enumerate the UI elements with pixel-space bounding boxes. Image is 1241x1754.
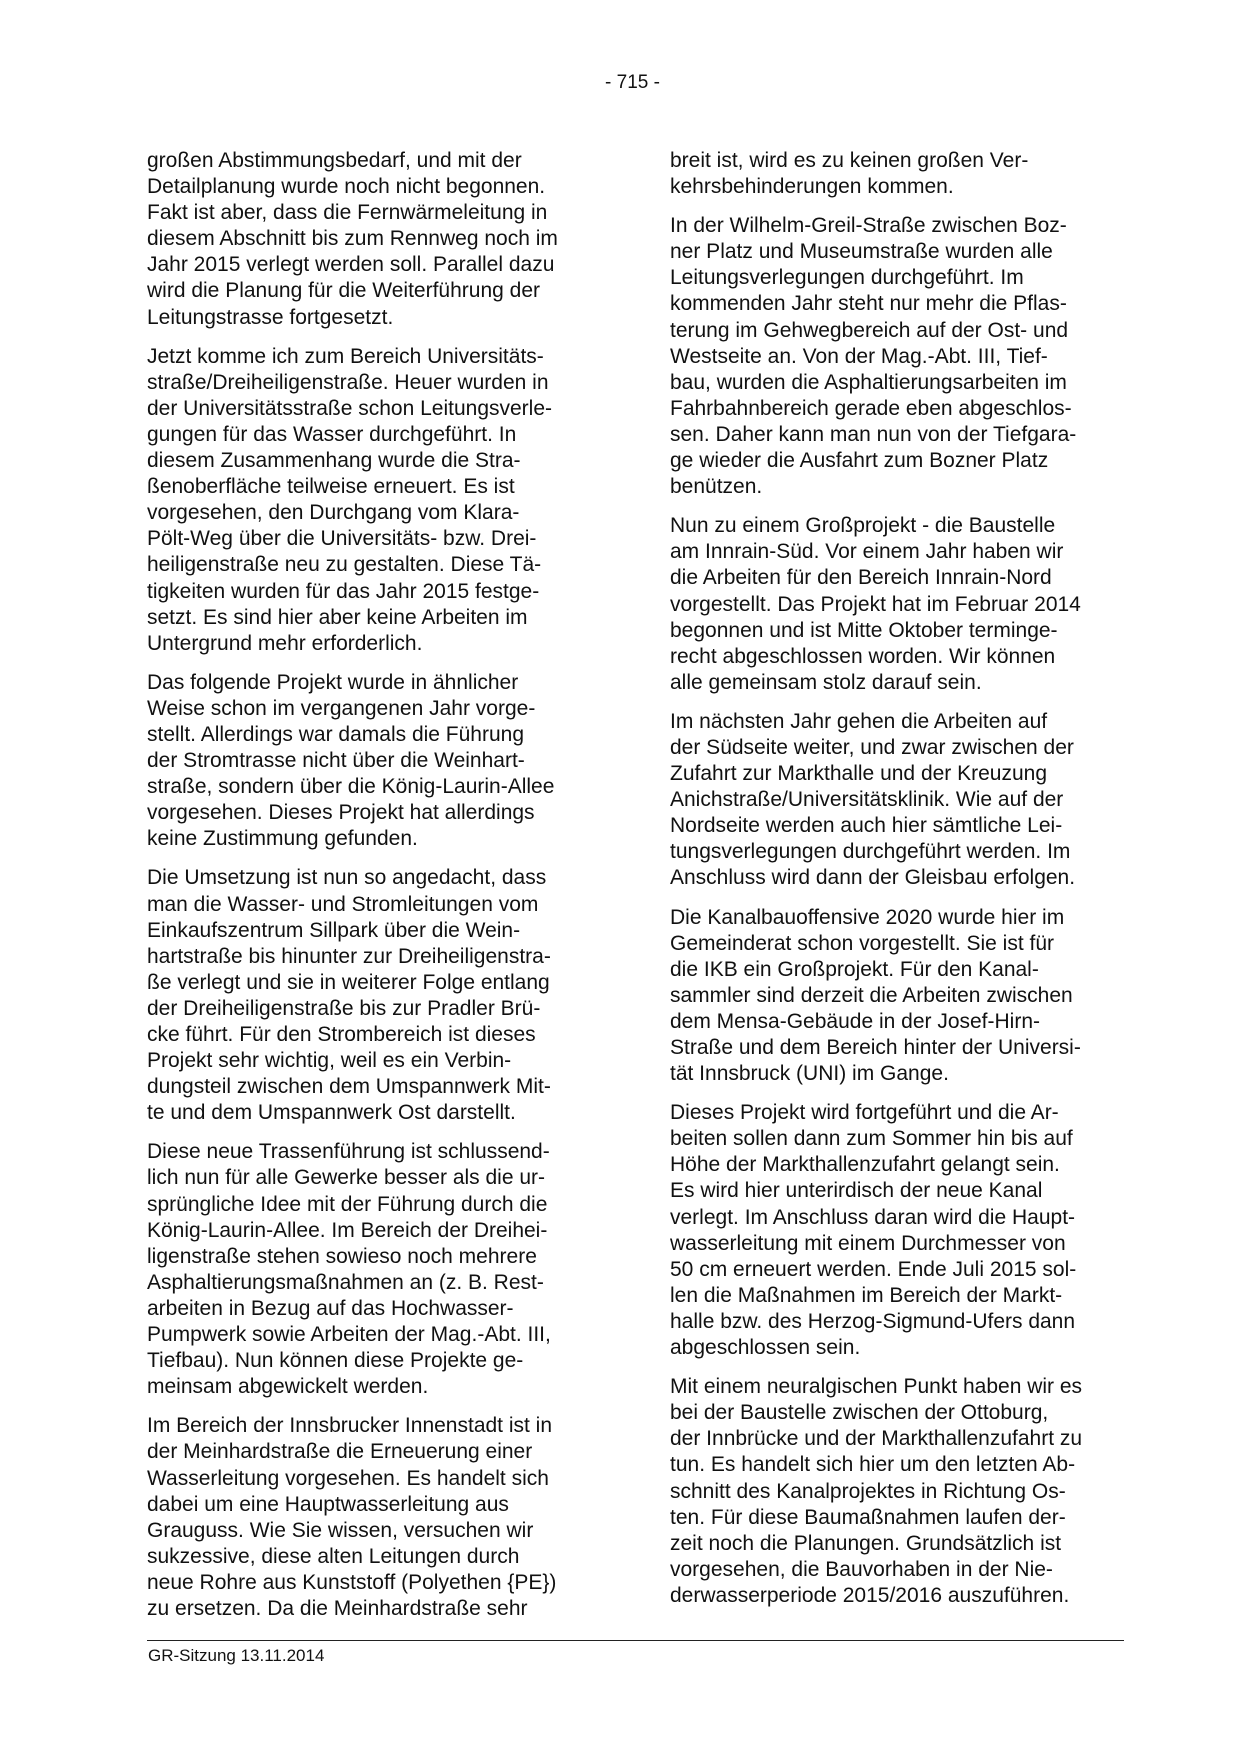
paragraph — [147, 1139, 607, 1400]
text-line: len die Maßnahmen im Bereich der Markt- — [670, 1283, 1063, 1307]
text-line: Leitungstrasse fortgesetzt. — [147, 305, 394, 329]
text-line: dem Mensa-Gebäude in der Josef-Hirn- — [670, 1009, 1041, 1033]
text-line: stellt. Allerdings war damals die Führung — [147, 722, 525, 746]
text-line: der Meinhardstraße die Erneuerung einer — [147, 1440, 533, 1464]
text-line: Jahr 2015 verlegt werden soll. Parallel dazu — [147, 253, 555, 277]
text-line: Leitungsverlegungen durchgeführt. Im — [670, 266, 1024, 290]
text-line: Fahrbahnbereich gerade eben abgeschlos- — [670, 396, 1072, 420]
text-line: vorgesehen. Dieses Projekt hat allerdings — [147, 801, 535, 825]
footer-divider — [147, 1640, 1124, 1641]
text-line: Projekt sehr wichtig, weil es ein Verbin- — [147, 1049, 512, 1073]
text-line: wird die Planung für die Weiterführung der — [147, 279, 541, 303]
paragraph — [670, 148, 1140, 200]
text-line: Mit einem neuralgischen Punkt haben wir es — [670, 1375, 1083, 1399]
text-line: tigkeiten wurden für das Jahr 2015 festge- — [147, 579, 540, 603]
text-line: straße, sondern über die König-Laurin-Allee — [147, 775, 555, 799]
paragraph — [147, 670, 607, 853]
text-line: Pölt-Weg über die Universitäts- bzw. Drei- — [147, 527, 537, 551]
text-line: die IKB ein Großprojekt. Für den Kanal- — [670, 957, 1039, 981]
text-line: Untergrund mehr erforderlich. — [147, 631, 423, 655]
text-line: ße verlegt und sie in weiterer Folge entlang — [147, 970, 550, 994]
text-line: derwasserperiode 2015/2016 auszuführen. — [670, 1583, 1070, 1607]
text-line: Einkaufszentrum Sillpark über die Wein- — [147, 918, 521, 942]
text-line: zu ersetzen. Da die Meinhardstraße sehr — [147, 1596, 528, 1620]
text-line: benützen. — [670, 475, 763, 499]
text-line: die Arbeiten für den Bereich Innrain-Nord — [670, 566, 1052, 590]
text-line: der Innbrücke und der Markthallenzufahrt zu — [670, 1427, 1083, 1451]
text-line: großen Abstimmungsbedarf, und mit der — [147, 149, 522, 172]
text-line: ge wieder die Ausfahrt zum Bozner Platz — [670, 449, 1049, 473]
text-line: dabei um eine Hauptwasserleitung aus — [147, 1492, 509, 1516]
text-line: setzt. Es sind hier aber keine Arbeiten im — [147, 605, 528, 629]
paragraph — [147, 1413, 607, 1622]
text-line: tun. Es handelt sich hier um den letzten Ab- — [670, 1453, 1076, 1477]
text-line: Im Bereich der Innsbrucker Innenstadt ist in — [147, 1414, 553, 1438]
text-line: cke führt. Für den Strombereich ist dieses — [147, 1023, 536, 1046]
text-line: keine Zustimmung gefunden. — [147, 827, 418, 851]
text-line: lich nun für alle Gewerke besser als die ur- — [147, 1166, 546, 1190]
text-line: Straße und dem Bereich hinter der Universi- — [670, 1036, 1081, 1059]
text-line: Zufahrt zur Markthalle und der Kreuzung — [670, 762, 1048, 786]
text-line: der Dreiheiligenstraße bis zur Pradler Brü- — [147, 996, 541, 1020]
text-line: begonnen und ist Mitte Oktober terminge- — [670, 618, 1058, 642]
text-line: ligenstraße stehen sowieso noch mehrere — [147, 1244, 537, 1268]
text-line: alle gemeinsam stolz darauf sein. — [670, 670, 982, 694]
text-line: kommenden Jahr steht nur mehr die Pflas- — [670, 292, 1067, 316]
text-line: arbeiten in Bezug auf das Hochwasser- — [147, 1296, 514, 1320]
text-line: man die Wasser- und Stromleitungen vom — [147, 892, 539, 916]
text-line: der Stromtrasse nicht über die Weinhart- — [147, 749, 525, 773]
text-line: diesem Zusammenhang wurde die Stra- — [147, 449, 521, 473]
paragraph — [147, 344, 607, 657]
text-line: vorgesehen, den Durchgang vom Klara- — [147, 501, 520, 525]
paragraph — [670, 213, 1140, 500]
text-line: bau, wurden die Asphaltierungsarbeiten im — [670, 370, 1067, 394]
text-line: Im nächsten Jahr gehen die Arbeiten auf — [670, 709, 1048, 733]
paragraph — [670, 709, 1140, 892]
footer-session-date: GR-Sitzung 13.11.2014 — [148, 1646, 325, 1665]
text-line: Gemeinderat schon vorgestellt. Sie ist für — [670, 931, 1055, 955]
text-line: ten. Für diese Baumaßnahmen laufen der- — [670, 1505, 1066, 1529]
text-line: Asphaltierungsmaßnahmen an (z. B. Rest- — [147, 1270, 544, 1294]
text-line: Pumpwerk sowie Arbeiten der Mag.-Abt. III, — [147, 1323, 551, 1347]
text-line: meinsam abgewickelt werden. — [147, 1375, 429, 1399]
text-line: sammler sind derzeit die Arbeiten zwischen — [670, 983, 1073, 1007]
text-column-right — [670, 148, 1140, 1622]
text-line: heiligenstraße neu zu gestalten. Diese Tä- — [147, 553, 542, 577]
text-line: ßenoberfläche teilweise erneuert. Es ist — [147, 475, 515, 499]
text-line: gungen für das Wasser durchgeführt. In — [147, 422, 517, 446]
text-line: hartstraße bis hinunter zur Dreiheiligenstra- — [147, 944, 551, 968]
text-line: schnitt des Kanalprojektes in Richtung Os- — [670, 1479, 1066, 1503]
text-line: Grauguss. Wie Sie wissen, versuchen wir — [147, 1518, 534, 1542]
paragraph — [147, 148, 607, 331]
text-line: recht abgeschlossen worden. Wir können — [670, 644, 1056, 668]
text-line: sen. Daher kann man nun von der Tiefgara- — [670, 422, 1077, 446]
text-line: Weise schon im vergangenen Jahr vorge- — [147, 696, 536, 720]
text-line: In der Wilhelm-Greil-Straße zwischen Boz- — [670, 214, 1067, 238]
text-line: straße/Dreiheiligenstraße. Heuer wurden in — [147, 370, 549, 394]
text-line: Dieses Projekt wird fortgeführt und die Ar- — [670, 1101, 1059, 1125]
text-line: sprüngliche Idee mit der Führung durch die — [147, 1192, 548, 1216]
text-line: Westseite an. Von der Mag.-Abt. III, Tief- — [670, 344, 1048, 368]
text-line: kehrsbehinderungen kommen. — [670, 175, 954, 199]
text-line: tät Innsbruck (UNI) im Gange. — [670, 1062, 949, 1086]
text-line: tungsverlegungen durchgeführt werden. Im — [670, 840, 1071, 864]
text-line: sukzessive, diese alten Leitungen durch — [147, 1544, 520, 1568]
text-line: Nun zu einem Großprojekt - die Baustelle — [670, 514, 1056, 538]
text-line: Höhe der Markthallenzufahrt gelangt sein. — [670, 1153, 1060, 1177]
text-line: wasserleitung mit einem Durchmesser von — [670, 1231, 1066, 1255]
text-line: diesem Abschnitt bis zum Rennweg noch im — [147, 227, 558, 251]
paragraph — [670, 905, 1140, 1088]
text-line: Detailplanung wurde noch nicht begonnen. — [147, 175, 546, 199]
text-line: Nordseite werden auch hier sämtliche Lei- — [670, 814, 1063, 838]
text-line: Tiefbau). Nun können diese Projekte ge- — [147, 1349, 524, 1373]
text-line: am Innrain-Süd. Vor einem Jahr haben wir — [670, 540, 1064, 564]
text-line: vorgesehen, die Bauvorhaben in der Nie- — [670, 1557, 1053, 1581]
text-line: Die Kanalbauoffensive 2020 wurde hier im — [670, 905, 1065, 929]
text-line: bei der Baustelle zwischen der Ottoburg, — [670, 1401, 1049, 1425]
text-line: der Südseite weiter, und zwar zwischen der — [670, 735, 1074, 759]
text-line: 50 cm erneuert werden. Ende Juli 2015 sol- — [670, 1257, 1077, 1281]
text-line: König-Laurin-Allee. Im Bereich der Dreihei- — [147, 1218, 548, 1242]
paragraph — [147, 865, 607, 1126]
text-line: Fakt ist aber, dass die Fernwärmeleitung in — [147, 201, 548, 225]
text-line: breit ist, wird es zu keinen großen Ver- — [670, 149, 1029, 172]
text-line: Diese neue Trassenführung ist schlussend- — [147, 1140, 550, 1164]
text-line: neue Rohre aus Kunststoff (Polyethen {PE}) — [147, 1570, 557, 1594]
text-line: Jetzt komme ich zum Bereich Universitäts- — [147, 344, 544, 368]
text-line: beiten sollen dann zum Sommer hin bis auf — [670, 1127, 1073, 1151]
text-line: abgeschlossen sein. — [670, 1336, 861, 1360]
text-line: te und dem Umspannwerk Ost darstellt. — [147, 1101, 516, 1125]
paragraph — [670, 1374, 1140, 1609]
text-line: terung im Gehwegbereich auf der Ost- und — [670, 318, 1069, 342]
text-column-left — [147, 148, 607, 1635]
text-line: Die Umsetzung ist nun so angedacht, dass — [147, 866, 547, 890]
paragraph — [670, 513, 1140, 696]
text-line: der Universitätsstraße schon Leitungsverle- — [147, 396, 553, 420]
text-line: verlegt. Im Anschluss daran wird die Haupt- — [670, 1205, 1076, 1229]
text-line: Es wird hier unterirdisch der neue Kanal — [670, 1179, 1043, 1203]
text-line: Anichstraße/Universitätsklinik. Wie auf der — [670, 788, 1064, 812]
page-number: - 715 - — [605, 72, 660, 93]
text-line: vorgestellt. Das Projekt hat im Februar 2014 — [670, 592, 1081, 616]
text-line: zeit noch die Planungen. Grundsätzlich ist — [670, 1531, 1062, 1555]
text-line: Wasserleitung vorgesehen. Es handelt sich — [147, 1466, 549, 1490]
text-line: halle bzw. des Herzog-Sigmund-Ufers dann — [670, 1309, 1076, 1333]
text-line: ner Platz und Museumstraße wurden alle — [670, 240, 1053, 264]
text-line: Anschluss wird dann der Gleisbau erfolgen. — [670, 866, 1076, 890]
paragraph — [670, 1100, 1140, 1361]
text-line: Das folgende Projekt wurde in ähnlicher — [147, 670, 519, 694]
text-line: dungsteil zwischen dem Umspannwerk Mit- — [147, 1075, 551, 1099]
